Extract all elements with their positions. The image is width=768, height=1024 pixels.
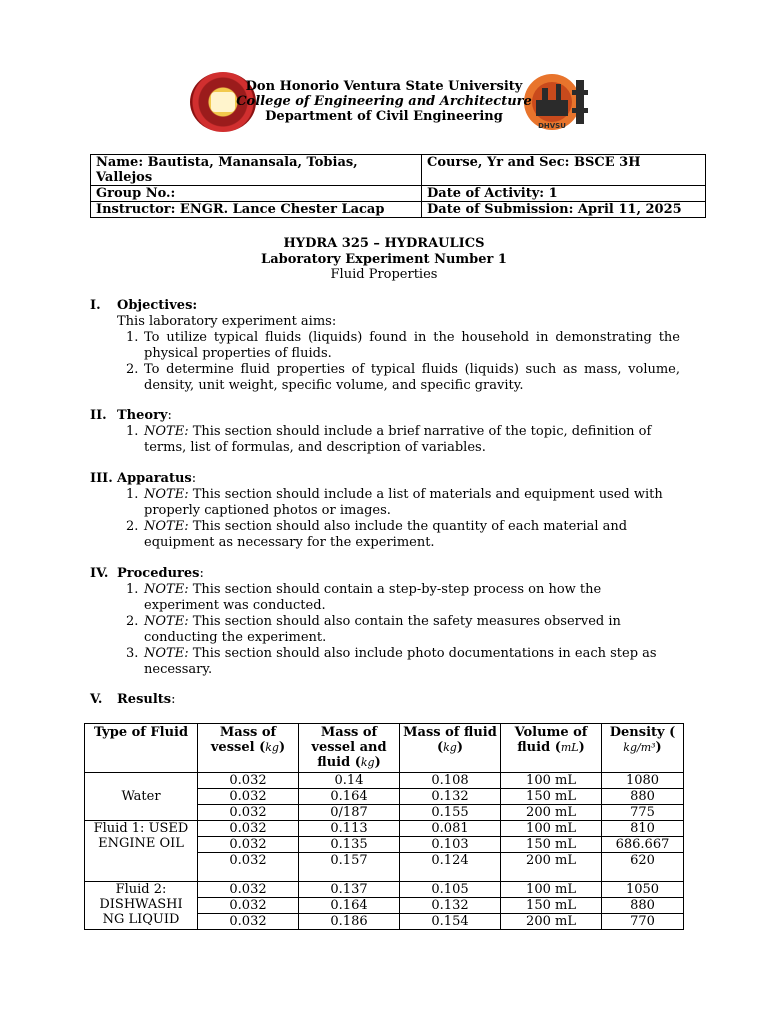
table-cell: 1080: [602, 773, 684, 789]
table-cell: 0.154: [400, 914, 501, 930]
table-cell: 100 mL: [501, 773, 602, 789]
experiment-title: Laboratory Experiment Number 1: [261, 252, 507, 267]
list-item: 1. NOTE: This section should include a brief narrative of the topic, definition of terms, list of formulas, and description of variables.: [126, 424, 652, 455]
list-item: 2. NOTE: This section should also include the quantity of each material and equipment as necessary for the experiment.: [126, 519, 628, 550]
table-row: [85, 882, 684, 898]
course-cell: Course, Yr and Sec: BSCE 3H: [422, 155, 706, 186]
objectives-section: [90, 298, 680, 394]
table-cell: 100 mL: [501, 821, 602, 837]
table-cell: 150 mL: [501, 789, 602, 805]
table-cell: 0.14: [299, 773, 400, 789]
section-heading: III. Apparatus:: [90, 471, 197, 486]
section-heading: II. Theory:: [90, 408, 172, 423]
table-cell: 0.032: [198, 898, 299, 914]
table-cell: 200 mL: [501, 914, 602, 930]
table-cell: 880: [602, 898, 684, 914]
table-cell: 0.155: [400, 805, 501, 821]
date-activity-cell: Date of Activity: 1: [422, 186, 706, 202]
topic-title: Fluid Properties: [330, 267, 438, 282]
table-cell: 686.667: [602, 837, 684, 853]
table-cell: 200 mL: [501, 805, 602, 821]
instructor-cell: Instructor: ENGR. Lance Chester Lacap: [91, 202, 422, 218]
table-cell: 770: [602, 914, 684, 930]
table-cell: 0.032: [198, 914, 299, 930]
university-name: Don Honorio Ventura State University: [245, 79, 523, 94]
fluid-name-cell: Fluid 1: USED ENGINE OIL: [85, 821, 198, 882]
table-cell: 0.032: [198, 789, 299, 805]
table-cell: 150 mL: [501, 837, 602, 853]
table-cell: 0.113: [299, 821, 400, 837]
col-volume: Volume of fluid (mL): [501, 724, 602, 773]
table-cell: 0.032: [198, 821, 299, 837]
table-cell: 0.032: [198, 773, 299, 789]
table-cell: 200 mL: [501, 853, 602, 882]
table-cell: 0.164: [299, 789, 400, 805]
table-cell: 0.132: [400, 789, 501, 805]
fluid-name-cell: Fluid 2: DISHWASHI NG LIQUID: [85, 882, 198, 930]
list-item: 2. To determine fluid properties of typical fluids (liquids) such as mass, volume, density, unit weight, specific volume, and specific gravity.: [126, 362, 680, 393]
course-title: HYDRA 325 – HYDRAULICS: [283, 236, 485, 251]
apparatus-section: [90, 471, 680, 551]
col-mass-vessel-fluid: Mass of vessel and fluid (kg): [299, 724, 400, 773]
list-item: 1. NOTE: This section should include a list of materials and equipment used with properly captioned photos or images.: [126, 487, 663, 518]
table-cell: 0.032: [198, 853, 299, 882]
table-cell: 0.135: [299, 837, 400, 853]
table-row: [85, 821, 684, 837]
list-item: 2. NOTE: This section should also contain the safety measures observed in conducting the experiment.: [126, 614, 621, 645]
theory-section: [90, 408, 680, 456]
list-item: 1. NOTE: This section should contain a step-by-step process on how the experiment was conducted.: [126, 582, 602, 613]
names-cell: Name: Bautista, Manansala, Tobias, Vallejos: [91, 155, 422, 186]
date-submission-cell: Date of Submission: April 11, 2025: [422, 202, 706, 218]
table-cell: 620: [602, 853, 684, 882]
table-row: [85, 773, 684, 789]
table-cell: 0.108: [400, 773, 501, 789]
table-cell: 0.032: [198, 882, 299, 898]
table-cell: 0.105: [400, 882, 501, 898]
table-cell: 775: [602, 805, 684, 821]
table-cell: 880: [602, 789, 684, 805]
student-info-table: [90, 154, 706, 218]
table-cell: 0.137: [299, 882, 400, 898]
table-cell: 1050: [602, 882, 684, 898]
table-cell: 810: [602, 821, 684, 837]
table-cell: 0.103: [400, 837, 501, 853]
section-heading: I. Objectives:: [90, 298, 198, 313]
table-cell: 0.032: [198, 837, 299, 853]
table-cell: 0.132: [400, 898, 501, 914]
col-type-of-fluid: Type of Fluid: [85, 724, 198, 773]
list-item: 1. To utilize typical fluids (liquids) found in the household in demonstrating the physical properties of fluids.: [126, 330, 680, 361]
department-name: Department of Civil Engineering: [265, 109, 503, 124]
table-header-row: [85, 724, 684, 773]
table-cell: 0.081: [400, 821, 501, 837]
table-cell: 0.124: [400, 853, 501, 882]
objectives-intro: This laboratory experiment aims:: [117, 314, 337, 329]
table-cell: 0.164: [299, 898, 400, 914]
section-heading: IV. Procedures:: [90, 566, 204, 581]
results-section: [90, 692, 680, 708]
list-item: 3. NOTE: This section should also include photo documentations in each step as necessary.: [126, 646, 657, 677]
fluid-name-cell: Water: [85, 773, 198, 821]
table-cell: 0.157: [299, 853, 400, 882]
col-mass-vessel: Mass of vessel (kg): [198, 724, 299, 773]
table-cell: 100 mL: [501, 882, 602, 898]
col-density: Density ( kg/m³): [602, 724, 684, 773]
table-cell: 150 mL: [501, 898, 602, 914]
group-cell: Group No.:: [91, 186, 422, 202]
table-cell: 0.186: [299, 914, 400, 930]
procedures-section: [90, 566, 680, 678]
section-heading: V. Results:: [90, 692, 176, 707]
college-name: College of Engineering and Architecture: [236, 94, 532, 109]
results-table: [84, 723, 684, 930]
col-mass-fluid: Mass of fluid (kg): [400, 724, 501, 773]
table-cell: 0.032: [198, 805, 299, 821]
svg-text:DHVSU: DHVSU: [538, 122, 566, 130]
table-cell: 0/187: [299, 805, 400, 821]
